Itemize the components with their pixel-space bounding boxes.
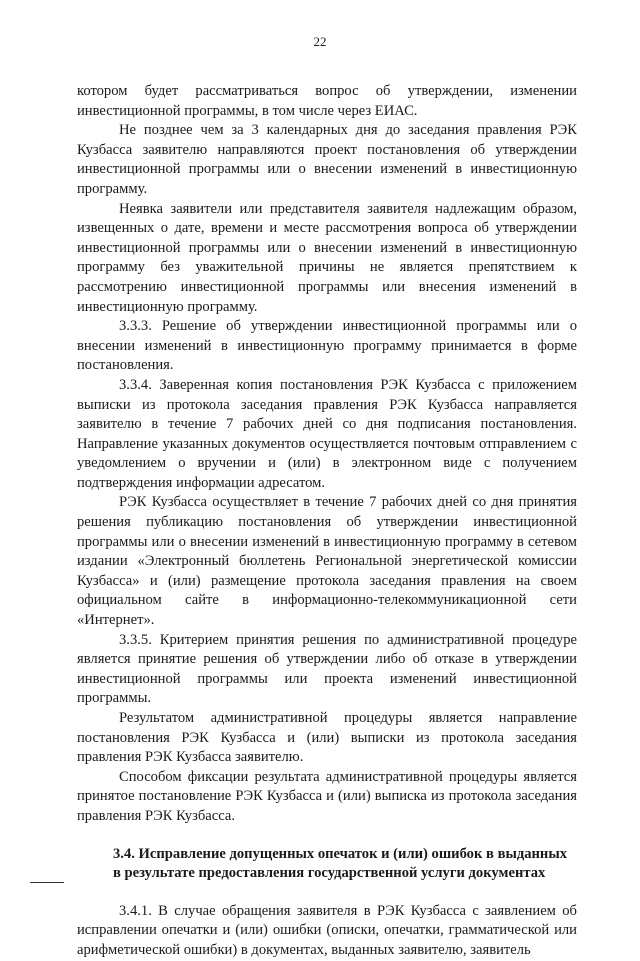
- document-body: [77, 82, 577, 961]
- paragraph-absence: Неявка заявители или представителя заявителя надлежащим образом, извещенных о дате, времени и месте рассмотрения вопроса об утверждении инвестиционной программы или о внесении изменений в инвестиционную программу без уважительной причины не является препятствием к рассмотрению инвестиционной программы или внесения изменений в инвестиционную программу.: [77, 200, 577, 315]
- paragraph-3-3-4: 3.3.4. Заверенная копия постановления РЭК Кузбасса с приложением выписки из протокола заседания правления РЭК Кузбасса направляется заявителю в течение 7 рабочих дней со дня подписания постановления. Направление указанных документов осуществляется почтовым отправлением с уведомлением о вручении и (или) в электронном виде с получением подтверждения информации адресатом.: [77, 376, 577, 491]
- paragraph-result: Результатом административной процедуры является направление постановления РЭК Кузбасса и (или) выписки из протокола заседания правления РЭК Кузбасса заявителю.: [77, 710, 577, 766]
- paragraph-continuation: котором будет рассматриваться вопрос об утверждении, изменении инвестиционной программы, в том числе через ЕИАС.: [77, 83, 577, 119]
- page-number: 22: [313, 34, 327, 49]
- footer-divider: [30, 882, 64, 883]
- paragraph-publication: РЭК Кузбасса осуществляет в течение 7 рабочих дней со дня принятия решения публикацию постановления об утверждении инвестиционной программы или о внесении изменений в инвестиционную программу в сетевом издании «Электронный бюллетень Региональной энергетической комиссии Кузбасса» и (или) размещение протокола заседания правления на своем официальном сайте в информационно-телекоммуникационной сети «Интернет».: [77, 494, 577, 629]
- section-heading: 3.4. Исправление допущенных опечаток и (или) ошибок в выданных в результате предоставления государственной услуги документах: [113, 845, 568, 882]
- paragraph-3-3-5: 3.3.5. Критерием принятия решения по административной процедуре является принятие решения об утверждении либо об отказе в утверждении инвестиционной программы или проекта изменений инвестиционной программы.: [77, 631, 577, 707]
- paragraph-draft-notice: Не позднее чем за 3 календарных дня до заседания правления РЭК Кузбасса заявителю направляются проект постановления об утверждении инвестиционной программы или о внесении изменений в инвестиционную программу.: [77, 122, 577, 197]
- paragraph-3-3-3: 3.3.3. Решение об утверждении инвестиционной программы или о внесении изменений в инвестиционную программу принимается в форме постановления.: [77, 318, 577, 374]
- paragraph-3-4-1: 3.4.1. В случае обращения заявителя в РЭК Кузбасса с заявлением об исправлении опечатки и (или) ошибки (описки, опечатки, грамматической или арифметической ошибки) в документах, выданных заявителю, заявитель: [77, 902, 577, 958]
- paragraph-fixation: Способом фиксации результата административной процедуры является принятое постановление РЭК Кузбасса и (или) выписка из протокола заседания правления РЭК Кузбасса.: [77, 768, 577, 824]
